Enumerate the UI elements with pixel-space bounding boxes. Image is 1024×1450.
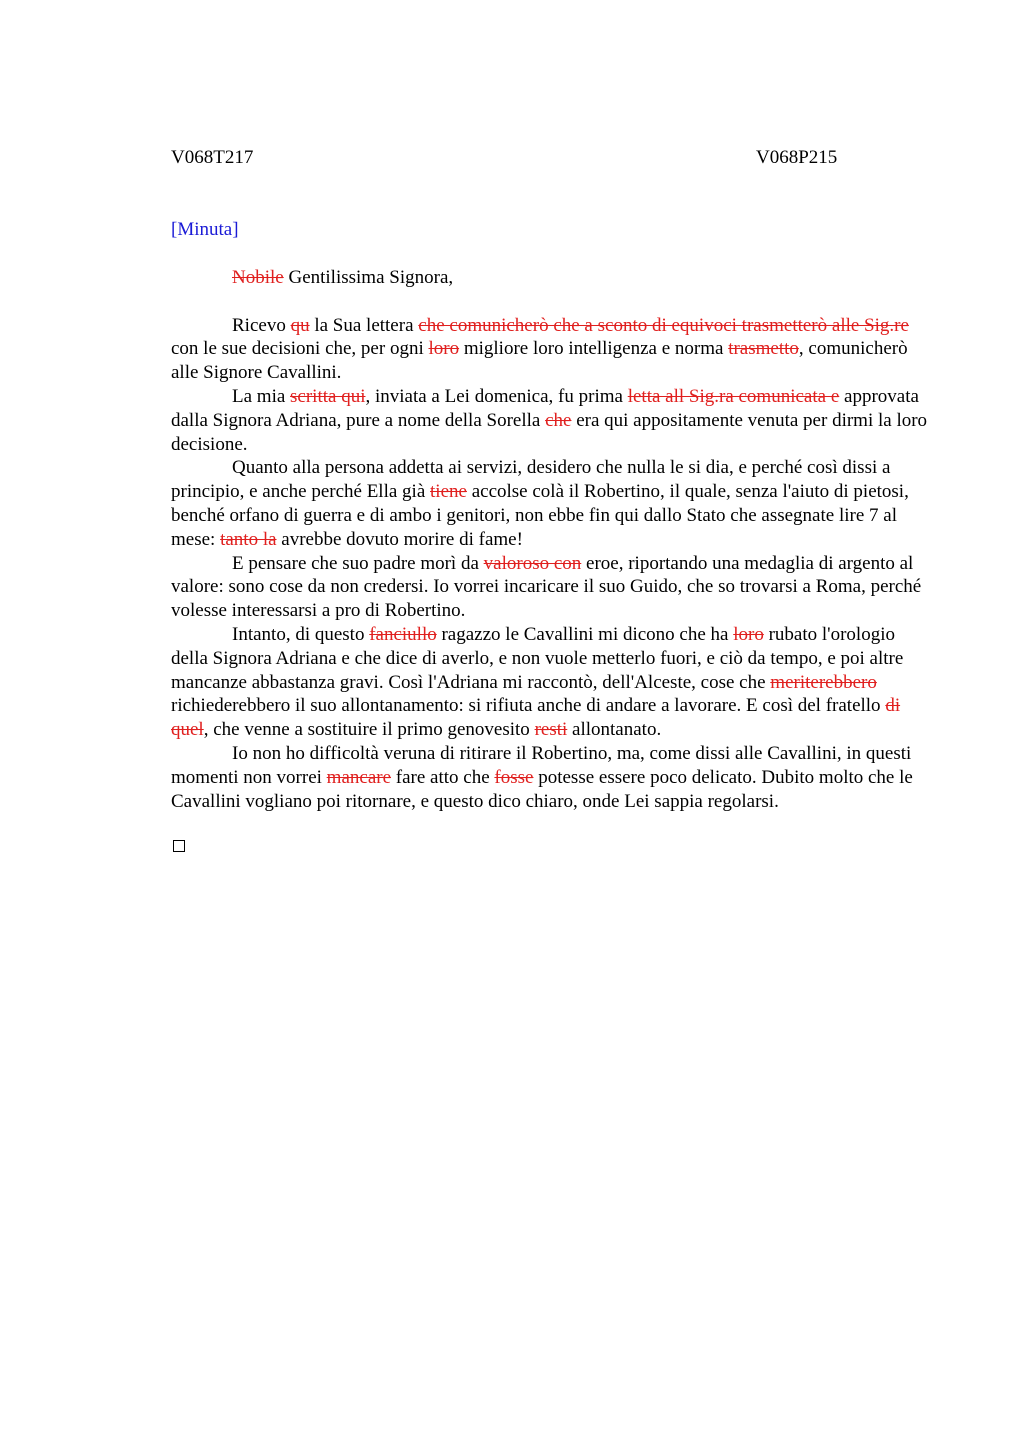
deleted-text: valoroso con [483, 552, 582, 574]
text-run: era qui appositamente venuta per dirmi la loro decisione. [171, 409, 928, 455]
deleted-text: scritta qui [290, 385, 366, 407]
letter-body [171, 314, 931, 814]
text-run: fare atto che [391, 766, 495, 788]
text-run: allontanato. [567, 719, 662, 741]
document-header [171, 146, 931, 170]
text-run: con le sue decisioni che, per ogni [171, 338, 429, 360]
text-run: rubato l'orologio della Signora Adriana e che dice di averlo, e non vuole metterlo fuori, e ciò da tempo, e poi altre mancanze abbastanza gravi. Così l'Adriana mi raccontò, dell'Alceste, cose che [171, 623, 904, 693]
deleted-text: Nobile [232, 266, 284, 288]
text-run: Gentilissima Signora, [283, 266, 454, 288]
text-run: E pensare che suo padre morì da [232, 552, 484, 574]
deleted-text: tiene [430, 481, 467, 503]
deleted-text: che [545, 409, 572, 431]
text-run: Io non ho difficoltà veruna di ritirare il Robertino, ma, come dissi alle Cavallini, in questi momenti non vorrei [171, 742, 912, 788]
document-id-right: V068P215 [756, 147, 838, 168]
deleted-text: mancare [326, 766, 392, 788]
deleted-text: trasmetto [728, 338, 799, 360]
deleted-text: meriterebbero [770, 671, 877, 693]
text-run: richiederebbero il suo allontanamento: si rifiuta anche di andare a lavorare. E così del fratello [171, 695, 886, 717]
draft-label: [Minuta] [171, 219, 239, 240]
paragraph [171, 385, 931, 456]
text-run: la Sua lettera [309, 314, 419, 336]
text-run: , inviata a Lei domenica, fu prima [365, 385, 628, 407]
deleted-text: resti [534, 719, 568, 741]
text-run: migliore loro intelligenza e norma [459, 338, 729, 360]
deleted-text: di quel [171, 695, 901, 741]
deleted-text: fanciullo [369, 623, 437, 645]
text-run: ragazzo le Cavallini mi dicono che ha [436, 623, 734, 645]
deleted-text: letta all Sig.ra comunicata e [627, 385, 840, 407]
deleted-text: fosse [494, 766, 534, 788]
checkbox-square [173, 840, 185, 852]
deleted-text: tanto la [220, 528, 277, 550]
document-id-left: V068T217 [171, 147, 254, 168]
text-run: Ricevo [232, 314, 291, 336]
letter-page [171, 146, 931, 852]
text-run: La mia [232, 385, 291, 407]
paragraph [171, 314, 931, 385]
text-run: potesse essere poco delicato. Dubito molto che le Cavallini vogliano poi ritornare, e questo dico chiaro, onde Lei sappia regolarsi. [171, 766, 913, 812]
text-run: Intanto, di questo [232, 623, 370, 645]
deleted-text: loro [733, 623, 764, 645]
text-run: accolse colà il Robertino, il quale, senza l'aiuto di pietosi, benché orfano di guerra e di ambo i genitori, non ebbe fin qui dallo Stato che assegnate lire 7 al mese: [171, 481, 909, 550]
text-run: , che venne a sostituire il primo genovesito [203, 719, 535, 741]
text-run: , comunicherò alle Signore Cavallini. [171, 338, 908, 384]
salutation [171, 266, 931, 290]
text-run: eroe, riportando una medaglia di argento al valore: sono cose da non credersi. Io vorrei incaricare il suo Guido, che so trovarsi a Roma, perché volesse interessarsi a pro di Robertino. [171, 552, 922, 622]
text-run: Quanto alla persona addetta ai servizi, desidero che nulla le si dia, e perché così dissi a principio, e anche perché Ella già [171, 457, 891, 503]
text-run: approvata dalla Signora Adriana, pure a nome della Sorella [171, 385, 919, 431]
paragraph [171, 456, 931, 551]
deleted-text: qu [290, 314, 310, 336]
deleted-text: che comunicherò che a sconto di equivoci trasmetterò alle Sig.re [418, 314, 909, 336]
deleted-text: loro [428, 338, 460, 360]
text-run: avrebbe dovuto morire di fame! [276, 528, 523, 550]
paragraph [171, 552, 931, 623]
paragraph [171, 742, 931, 813]
paragraph [171, 623, 931, 742]
